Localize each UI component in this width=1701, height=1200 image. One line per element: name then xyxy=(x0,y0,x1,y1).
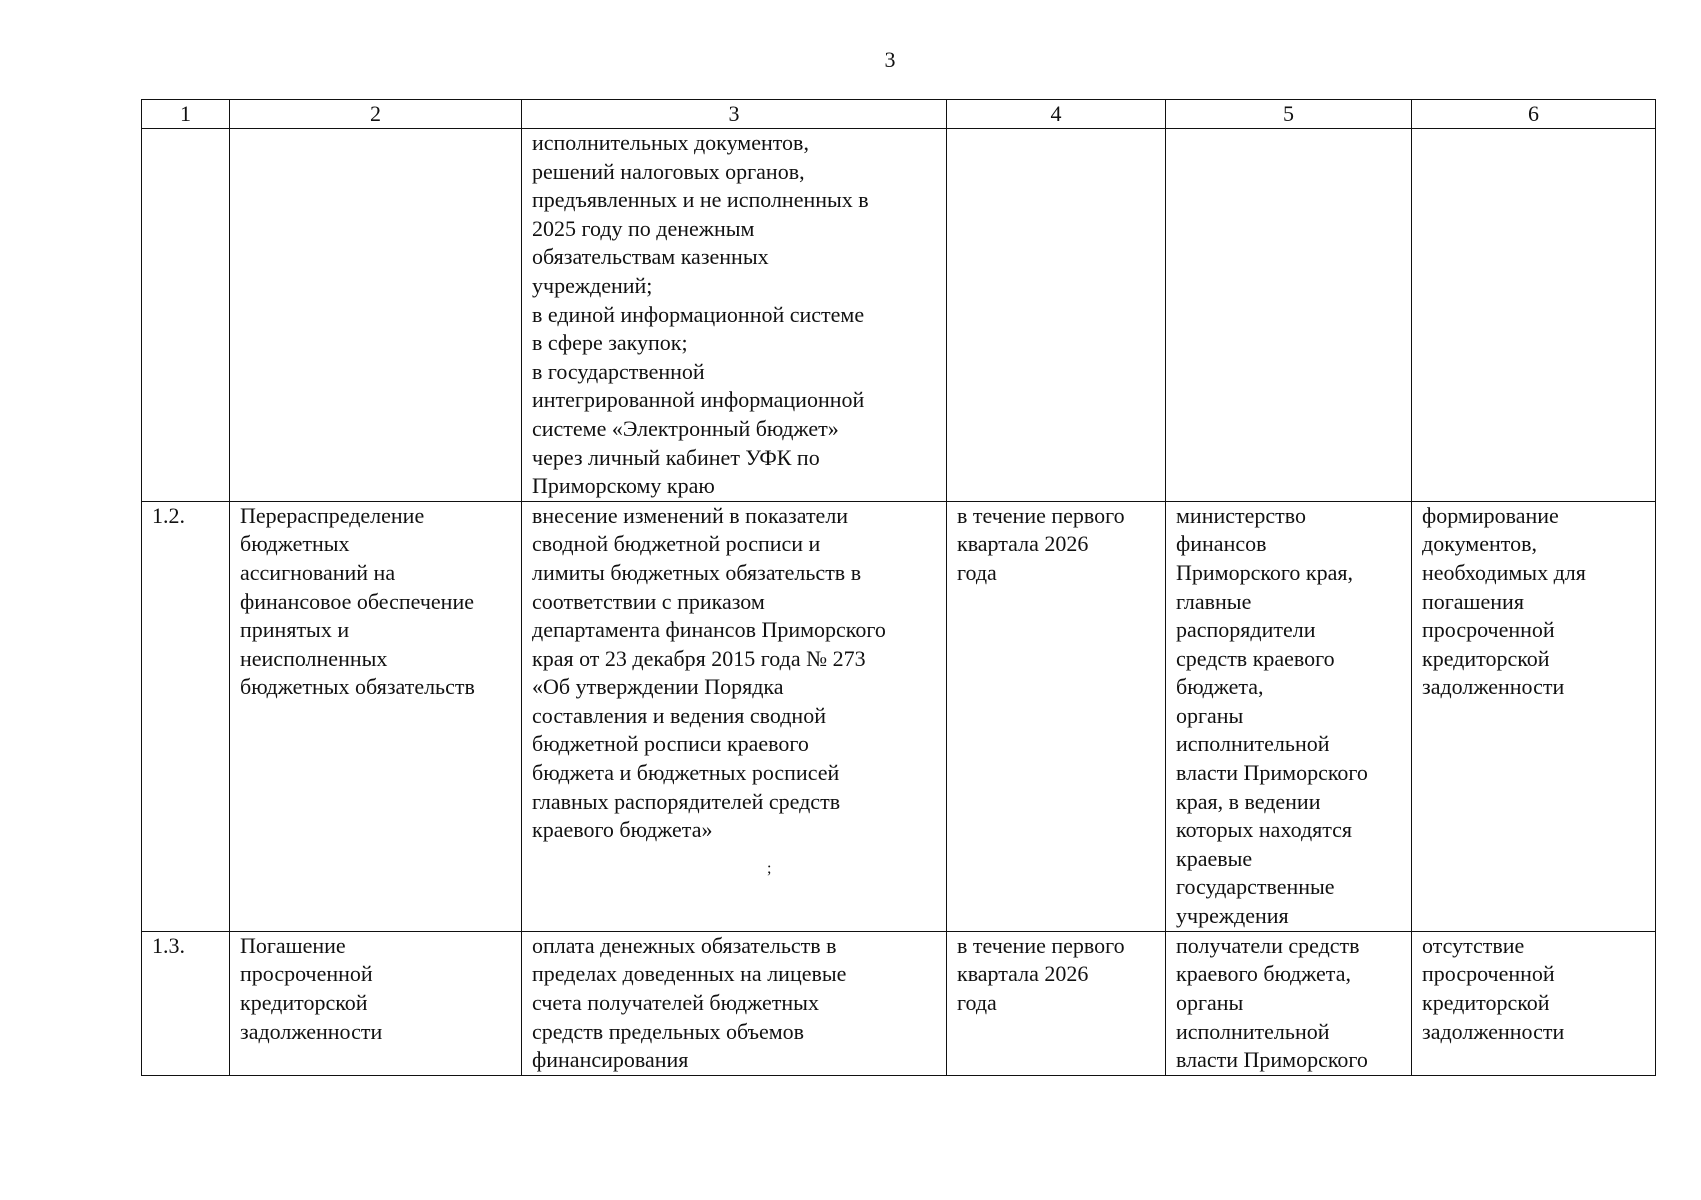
header-cell-5: 5 xyxy=(1166,100,1412,129)
row-number-cell: 1.2. xyxy=(142,501,230,931)
table-row-1-2 xyxy=(142,501,1656,931)
responsible-cell: министерство финансов Приморского края, главные распорядители средств краевого бюджета, органы исполнительной власти Приморского края, в ведении которых находятся краевые государственные учреждения xyxy=(1166,501,1412,931)
header-cell-2: 2 xyxy=(230,100,522,129)
mechanism-cell: оплата денежных обязательств в пределах доведенных на лицевые счета получателей бюджетных средств предельных объемов финансирования xyxy=(522,931,947,1075)
row-number-cell: 1.3. xyxy=(142,931,230,1075)
header-cell-1: 1 xyxy=(142,100,230,129)
measure-name-cell: Погашение просроченной кредиторской задолженности xyxy=(230,931,522,1075)
deadline-cell: в течение первого квартала 2026 года xyxy=(947,931,1166,1075)
table-row-continuation xyxy=(142,129,1656,502)
result-cell: формирование документов, необходимых для погашения просроченной кредиторской задолженности xyxy=(1412,501,1656,931)
header-cell-6: 6 xyxy=(1412,100,1656,129)
result-cell xyxy=(1412,129,1656,502)
header-cell-4: 4 xyxy=(947,100,1166,129)
table-header-row xyxy=(142,100,1656,129)
result-cell: отсутствие просроченной кредиторской задолженности xyxy=(1412,931,1656,1075)
measure-name-cell: Перераспределение бюджетных ассигнований на финансовое обеспечение принятых и неисполненных бюджетных обязательств xyxy=(230,501,522,931)
page-number: 3 xyxy=(884,47,896,72)
row-number-cell xyxy=(142,129,230,502)
mechanism-cell xyxy=(522,501,947,931)
plan-table xyxy=(141,99,1656,1076)
deadline-cell xyxy=(947,129,1166,502)
deadline-cell: в течение первого квартала 2026 года xyxy=(947,501,1166,931)
responsible-cell: получатели средств краевого бюджета, органы исполнительной власти Приморского xyxy=(1166,931,1412,1075)
mechanism-text: внесение изменений в показатели сводной бюджетной росписи и лимиты бюджетных обязательств в соответствии с приказом департамента финансов Приморского края от 23 декабря 2015 года № 273 «Об утверждении Порядка составления и ведения сводной бюджетной росписи краевого бюджета и бюджетных росписей главных распорядителей средств краевого бюджета» xyxy=(532,502,886,843)
measure-name-cell xyxy=(230,129,522,502)
header-cell-3: 3 xyxy=(522,100,947,129)
stray-mark: ; xyxy=(767,859,772,877)
responsible-cell xyxy=(1166,129,1412,502)
mechanism-cell: исполнительных документов, решений налоговых органов, предъявленных и не исполненных в 2025 году по денежным обязательствам казенных учреждений; в единой информационной системе в сфере закупок; в государственной интегрированной информационной системе «Электронный бюджет» через личный кабинет УФК по Приморскому краю xyxy=(522,129,947,502)
table-row-1-3 xyxy=(142,931,1656,1075)
